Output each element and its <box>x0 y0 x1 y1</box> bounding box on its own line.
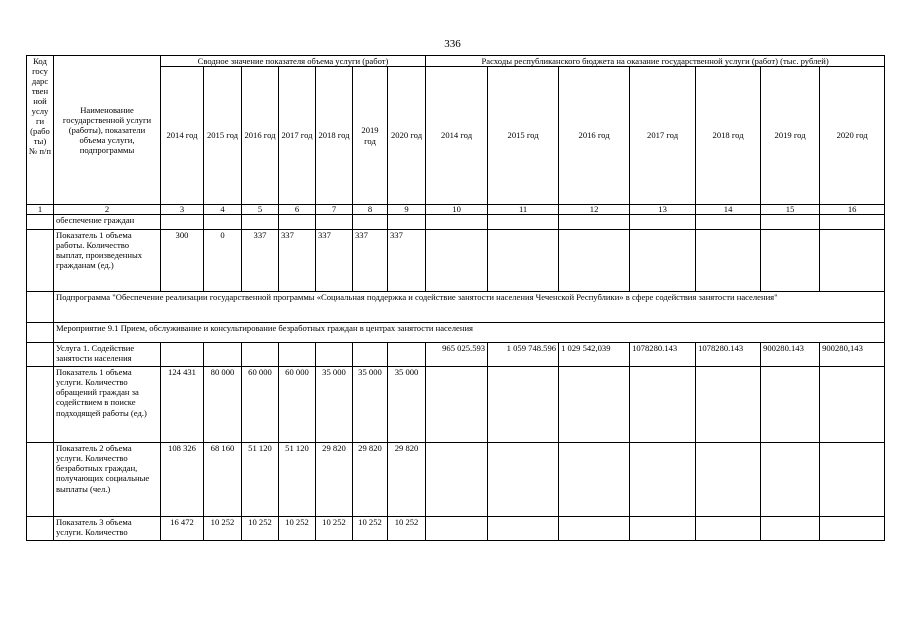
volume-value: 10 252 <box>316 517 353 541</box>
volume-value: 29 820 <box>353 443 388 517</box>
table-row <box>27 323 885 343</box>
volume-value: 337 <box>388 230 426 292</box>
budget-value: 1 059 748.596 <box>488 343 559 367</box>
column-number: 13 <box>630 205 696 215</box>
column-number: 6 <box>279 205 316 215</box>
services-table <box>26 55 885 541</box>
column-number: 4 <box>204 205 242 215</box>
volume-value: 60 000 <box>279 367 316 443</box>
header-volume-year: 2015 год <box>204 67 242 205</box>
volume-value: 68 160 <box>204 443 242 517</box>
table-row <box>27 230 885 292</box>
row-name: Услуга 1. Содействие занятости населения <box>54 343 161 367</box>
header-budget-year: 2020 год <box>820 67 885 205</box>
volume-value: 10 252 <box>279 517 316 541</box>
column-number: 11 <box>488 205 559 215</box>
volume-value: 124 431 <box>161 367 204 443</box>
table-row <box>27 367 885 443</box>
column-number: 1 <box>27 205 54 215</box>
volume-value: 80 000 <box>204 367 242 443</box>
volume-value: 35 000 <box>316 367 353 443</box>
column-numbers-row <box>27 205 885 215</box>
header-volume-year: 2014 год <box>161 67 204 205</box>
budget-value: 900280,143 <box>820 343 885 367</box>
header-service-name: Наименование государственной услуги (работы), показатели объема услуги, подпрограммы <box>54 56 161 205</box>
table-row <box>27 215 885 230</box>
volume-value: 300 <box>161 230 204 292</box>
header-row-groups <box>27 56 885 67</box>
header-volume-year: 2019 год <box>353 67 388 205</box>
column-number: 3 <box>161 205 204 215</box>
volume-value: 108 326 <box>161 443 204 517</box>
row-name: Показатель 1 объема услуги. Количество обращений граждан за содействием в поиске подходящей работы (ед.) <box>54 367 161 443</box>
row-name: обеспечение граждан <box>54 215 161 230</box>
page-number: 336 <box>444 38 461 50</box>
volume-value: 337 <box>316 230 353 292</box>
volume-value: 51 120 <box>279 443 316 517</box>
row-name: Показатель 2 объема услуги. Количество безработных граждан, получающих социальные выплаты (чел.) <box>54 443 161 517</box>
table-row <box>27 292 885 323</box>
budget-value: 900280.143 <box>761 343 820 367</box>
volume-value: 0 <box>204 230 242 292</box>
column-number: 15 <box>761 205 820 215</box>
activity-title: Мероприятие 9.1 Прием, обслуживание и консультирование безработных граждан в центрах занятости населения <box>54 323 885 343</box>
volume-value: 337 <box>353 230 388 292</box>
row-name: Показатель 3 объема услуги. Количество <box>54 517 161 541</box>
header-budget-group: Расходы республиканского бюджета на оказание государственной услуги (работ) (тыс. рублей) <box>426 56 885 67</box>
volume-value: 10 252 <box>353 517 388 541</box>
volume-value: 35 000 <box>353 367 388 443</box>
header-budget-year: 2017 год <box>630 67 696 205</box>
volume-value: 10 252 <box>204 517 242 541</box>
header-volume-year: 2016 год <box>242 67 279 205</box>
header-budget-year: 2016 год <box>559 67 630 205</box>
header-volume-year: 2017 год <box>279 67 316 205</box>
column-number: 5 <box>242 205 279 215</box>
budget-value: 965 025.593 <box>426 343 488 367</box>
column-number: 12 <box>559 205 630 215</box>
subprogram-title: Подпрограмма "Обеспечение реализации государственной программы «Социальная поддержка и содействие занятости населения Чеченской Республики» в сфере содействия занятости населения" <box>54 292 885 323</box>
header-budget-year: 2015 год <box>488 67 559 205</box>
budget-value: 1078280.143 <box>630 343 696 367</box>
column-number: 8 <box>353 205 388 215</box>
volume-value: 29 820 <box>316 443 353 517</box>
volume-value: 337 <box>279 230 316 292</box>
column-number: 9 <box>388 205 426 215</box>
volume-value: 16 472 <box>161 517 204 541</box>
budget-value: 1 029 542,039 <box>559 343 630 367</box>
header-budget-year: 2018 год <box>696 67 761 205</box>
volume-value: 35 000 <box>388 367 426 443</box>
header-budget-year: 2014 год <box>426 67 488 205</box>
header-volume-year: 2018 год <box>316 67 353 205</box>
volume-value: 337 <box>242 230 279 292</box>
budget-value: 1078280.143 <box>696 343 761 367</box>
column-number: 10 <box>426 205 488 215</box>
header-code: Код госу дарс твен ной услу ги (рабо ты) № п/п <box>27 56 54 205</box>
volume-value: 51 120 <box>242 443 279 517</box>
column-number: 14 <box>696 205 761 215</box>
table-row <box>27 343 885 367</box>
row-name: Показатель 1 объема работы. Количество выплат, произведенных гражданам (ед.) <box>54 230 161 292</box>
column-number: 16 <box>820 205 885 215</box>
volume-value: 10 252 <box>388 517 426 541</box>
volume-value: 60 000 <box>242 367 279 443</box>
column-number: 7 <box>316 205 353 215</box>
table-row <box>27 517 885 541</box>
header-volume-group: Сводное значение показателя объема услуги (работ) <box>161 56 426 67</box>
header-volume-year: 2020 год <box>388 67 426 205</box>
column-number: 2 <box>54 205 161 215</box>
volume-value: 29 820 <box>388 443 426 517</box>
table-row <box>27 443 885 517</box>
volume-value: 10 252 <box>242 517 279 541</box>
header-budget-year: 2019 год <box>761 67 820 205</box>
